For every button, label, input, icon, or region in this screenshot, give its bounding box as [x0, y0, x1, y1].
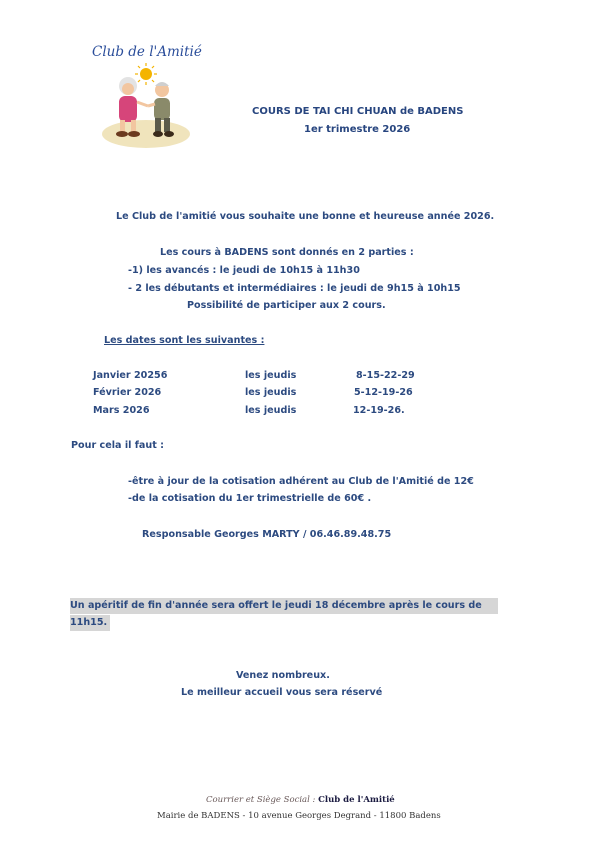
date-numbers: 12-19-26. [353, 405, 405, 416]
document-subtitle: 1er trimestre 2026 [304, 124, 411, 135]
dates-heading: Les dates sont les suivantes : [104, 335, 265, 346]
footer-org: Club de l'Amitié [318, 795, 395, 805]
both-courses-note: Possibilité de participer aux 2 cours. [187, 300, 386, 311]
aperitif-line-1: Un apéritif de fin d'année sera offert le jeudi 18 décembre après le cours de [70, 598, 498, 614]
greeting-text: Le Club de l'amitié vous souhaite une bonne et heureuse année 2026. [116, 211, 495, 222]
footer-line-1 [206, 795, 395, 805]
part-advanced: -1) les avancés : le jeudi de 10h15 à 11h30 [128, 265, 360, 276]
date-numbers: 5-12-19-26 [354, 387, 413, 398]
date-numbers: 8-15-22-29 [356, 370, 415, 381]
date-month: Janvier 20256 [93, 370, 168, 381]
footer-address: Mairie de BADENS - 10 avenue Georges Degrand - 11800 Badens [157, 811, 441, 821]
closing-invite: Venez nombreux. [236, 670, 330, 681]
requirement-quarterly: -de la cotisation du 1er trimestrielle de 60€ . [128, 493, 372, 504]
aperitif-line-2: 11h15. [70, 615, 110, 631]
footer-label: Courrier et Siège Social : [206, 795, 316, 805]
requirement-membership: -être à jour de la cotisation adhérent au Club de l'Amitié de 12€ [128, 476, 474, 487]
part-beginners: - 2 les débutants et intermédiaires : le jeudi de 9h15 à 10h15 [128, 283, 461, 294]
requirement-intro: Pour cela il faut : [71, 440, 164, 451]
parts-intro: Les cours à BADENS sont donnés en 2 parties : [160, 247, 414, 258]
date-day: les jeudis [245, 387, 297, 398]
logo-title: Club de l'Amitié [92, 44, 202, 60]
club-logo-illustration [100, 62, 192, 150]
contact-line: Responsable Georges MARTY / 06.46.89.48.75 [142, 529, 392, 540]
date-day: les jeudis [245, 370, 297, 381]
closing-welcome: Le meilleur accueil vous sera réservé [181, 687, 383, 698]
date-day: les jeudis [245, 405, 297, 416]
date-month: Février 2026 [93, 387, 162, 398]
document-title: COURS DE TAI CHI CHUAN de BADENS [252, 106, 464, 117]
date-month: Mars 2026 [93, 405, 150, 416]
